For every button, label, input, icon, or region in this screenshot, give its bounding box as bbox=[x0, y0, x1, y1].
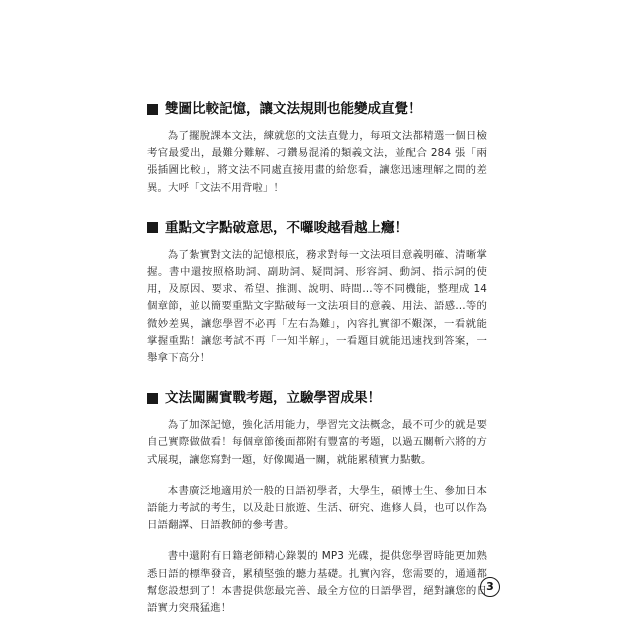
section-heading bbox=[147, 100, 487, 118]
square-bullet-icon bbox=[147, 104, 158, 115]
section-illustration-comparison bbox=[147, 100, 487, 197]
page-content bbox=[147, 100, 487, 639]
paragraph: 本書廣泛地適用於一般的日語初學者，大學生，碩博士生、參加日本語能力考試的考生，以及赴日旅遊、生活、研究、進修人員，也可以作為日語翻譯、日語教師的參考書。 bbox=[147, 484, 487, 532]
section-heading-text: 文法闖關實戰考題，立驗學習成果！ bbox=[165, 390, 381, 407]
section-heading bbox=[147, 219, 487, 237]
section-heading-text: 雙圖比較記憶，讓文法規則也能變成直覺！ bbox=[165, 101, 422, 117]
paragraph: 為了加深記憶，強化活用能力，學習完文法概念，最不可少的就是要自己實際做做看！每個章節後面都附有豐富的考題，以過五關斬六將的方式展現，讓您寫對一題，好像闖過一關，就能累積實力點數。 bbox=[147, 419, 487, 466]
paragraph: 為了紮實對文法的記憶根底，務求對每一文法項目意義明確、清晰掌握。書中還按照格助詞、副助詞、疑問詞、形容詞、動詞、指示詞的使用，及原因、要求、希望、推測、說明、時間…等不同機能，整理成 14 個章節，並以簡要重點文字點破每一文法項目的意義、用法、語感…等的微妙差異，讓您學習不必再「左右為難」，內容扎實卻不艱深，一看就能掌握重點！讓您考試不再「一知半解」，一看題目就能迅速找到答案，一舉拿下高分！ bbox=[147, 248, 487, 365]
section-practice-tests bbox=[147, 389, 487, 617]
section-heading-text: 重點文字點破意思，不囉唆越看越上癮！ bbox=[165, 219, 408, 236]
paragraph: 書中還附有日籍老師精心錄製的 MP3 光碟，提供您學習時能更加熟悉日語的標準發音，累積堅強的聽力基礎。扎實內容，您需要的，通通都幫您設想到了！本書提供您最完善、最全方位的日語學習，絕對讓您的日語實力突飛猛進！ bbox=[147, 550, 487, 615]
page-number: 3 bbox=[480, 577, 500, 597]
section-heading bbox=[147, 389, 487, 407]
square-bullet-icon bbox=[147, 222, 158, 233]
section-key-points bbox=[147, 219, 487, 367]
square-bullet-icon bbox=[147, 393, 158, 404]
paragraph: 為了擺脫課本文法，練就您的文法直覺力，每項文法都精選一個日檢考官最愛出，最難分難解、刁鑽易混淆的類義文法，並配合 284 張「兩張插圖比較」，將文法不同處直接用畫的給您看，讓您迅速理解之間的差異。大呼「文法不用背啦」！ bbox=[147, 130, 487, 194]
